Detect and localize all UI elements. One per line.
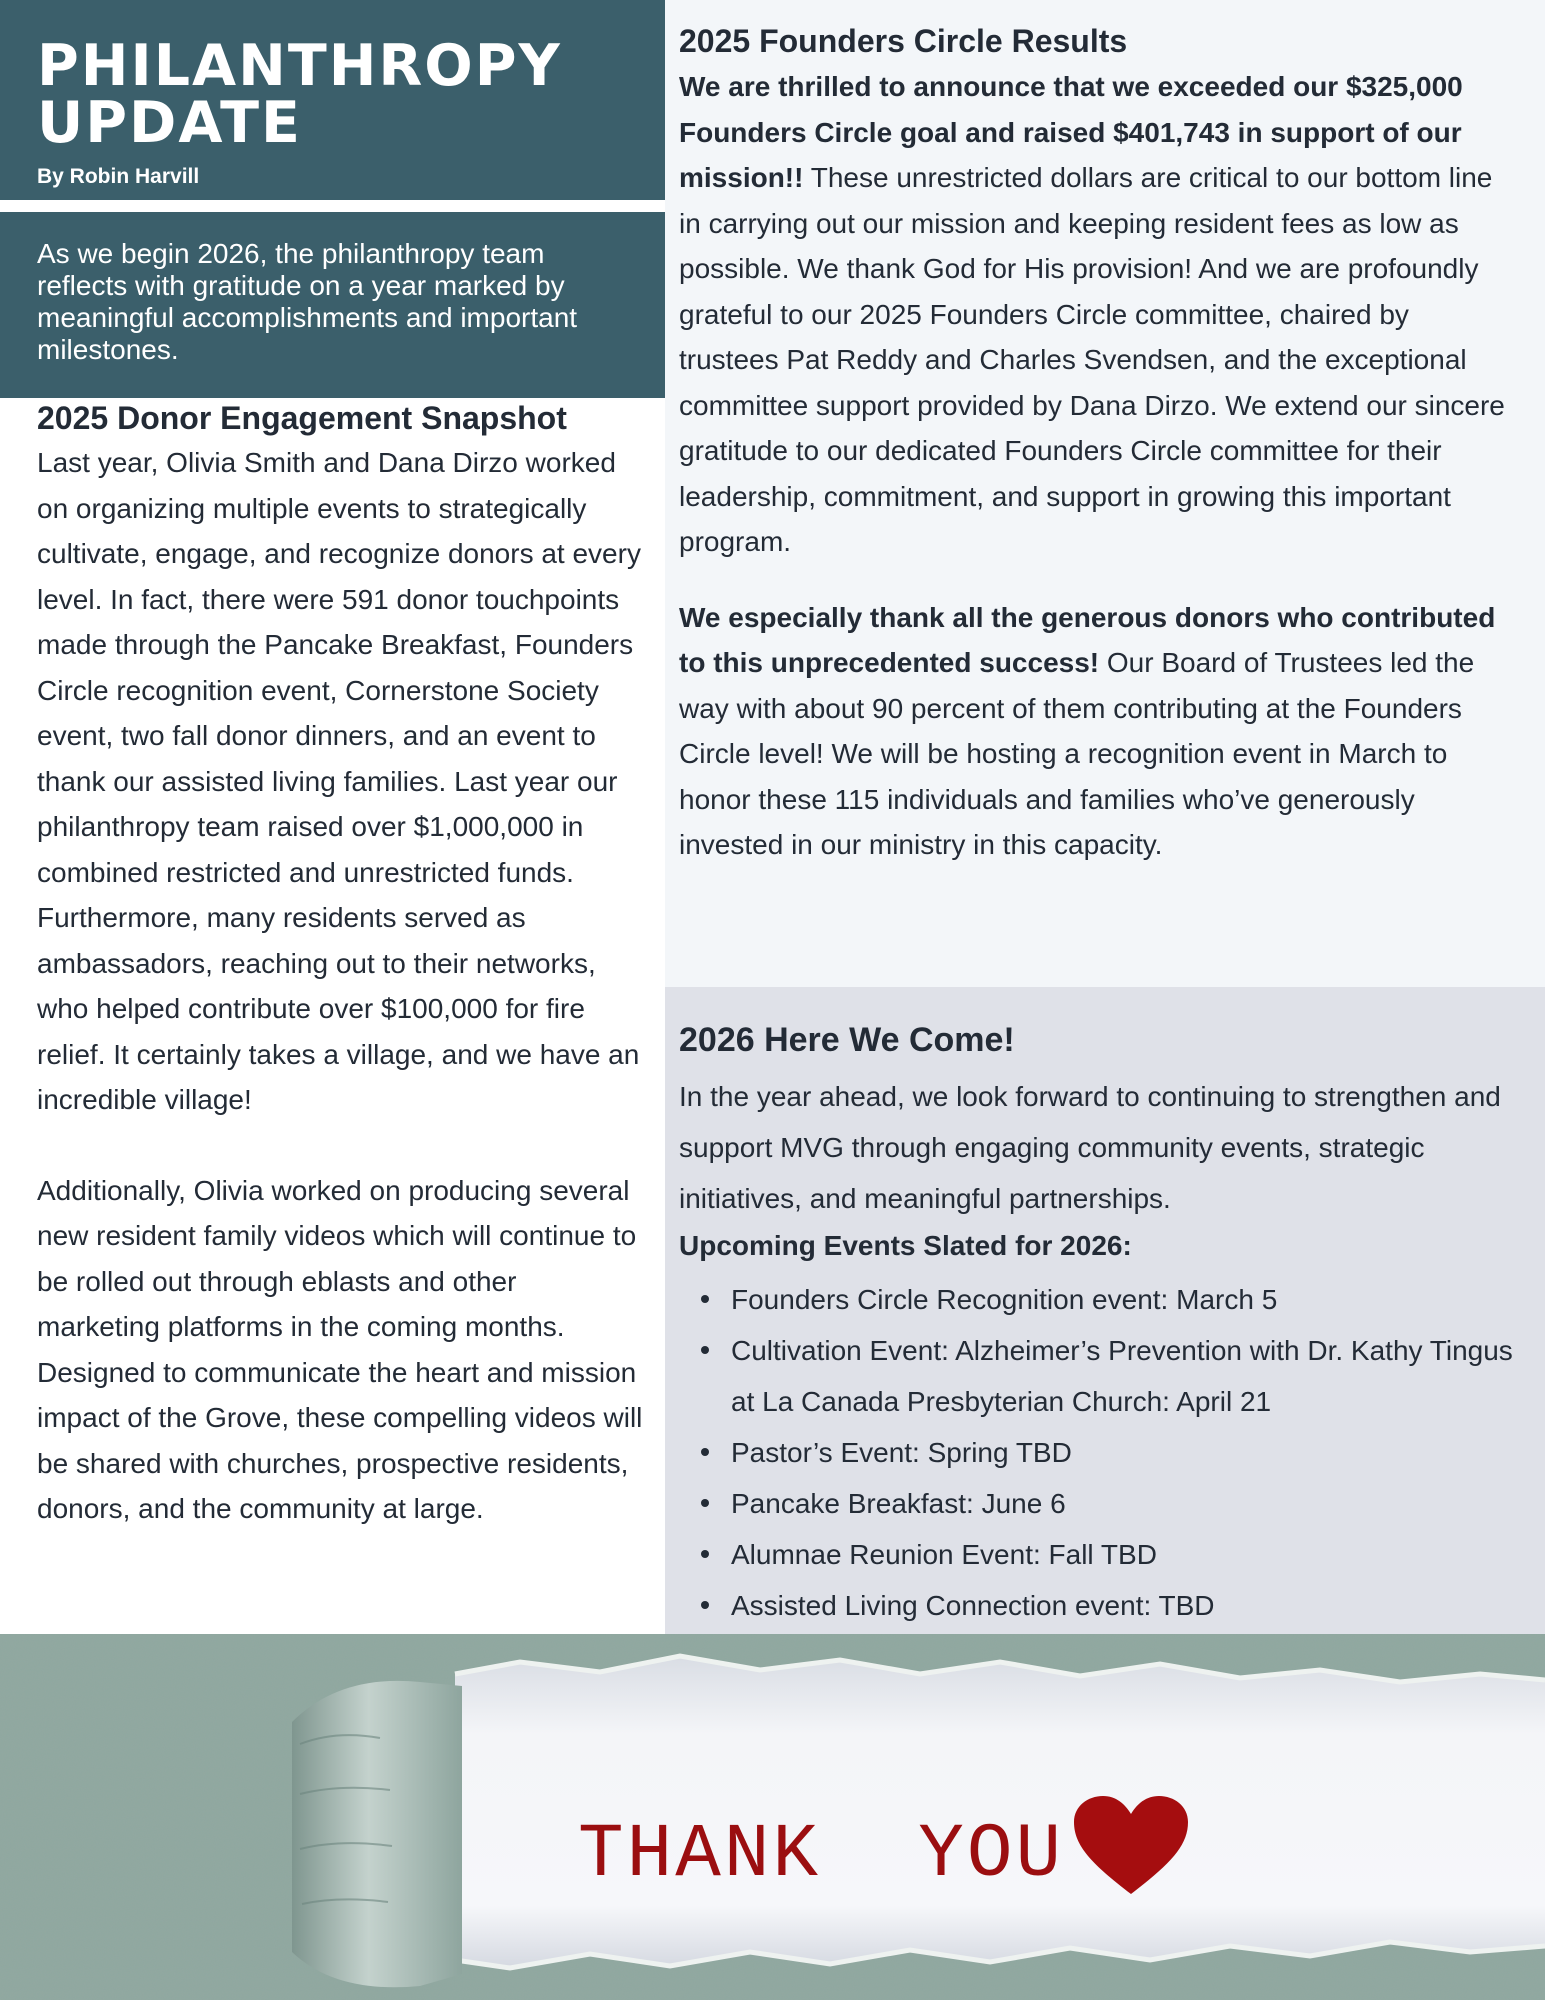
here-we-come-heading: 2026 Here We Come! [679,1021,1015,1059]
founders-circle-p2-text: Our Board of Trustees led the way with about 90 percent of them contributing at the Founders Circle level! We will be hosting a recognition event in March to honor these 115 individuals and families who’ve generously invested in our ministry in this capacity. [679,647,1475,860]
donor-snapshot-paragraph-2: Additionally, Olivia worked on producing several new resident family videos which will continue to be rolled out through eblasts and other marketing platforms in the coming months. Designed to communicate the heart and mission impact of the Grove, these compelling videos will be shared with churches, prospective residents, donors, and the community at large. [37,1174,643,1524]
upcoming-events-heading: Upcoming Events Slated for 2026: [679,1230,1132,1261]
donor-snapshot-section [37,396,647,1532]
bullet-icon [701,1295,709,1303]
donor-snapshot-heading: 2025 Donor Engagement Snapshot [37,400,567,436]
heart-icon [1072,1794,1190,1898]
list-item [679,1580,1515,1631]
page-title: PHILANTHROPY UPDATE [37,33,562,156]
paragraph-spacer [37,1123,647,1168]
here-we-come-paragraph: In the year ahead, we look forward to continuing to strengthen and support MVG through engaging community events, strategic initiatives, and meaningful partnerships. [679,1081,1501,1214]
bullet-icon [701,1499,709,1507]
founders-circle-paragraph-1 [679,64,1515,565]
here-we-come-section [665,987,1545,1634]
event-label: Pastor’s Event: Spring TBD [731,1437,1072,1468]
bullet-icon [701,1601,709,1609]
founders-circle-paragraph-2 [679,595,1515,868]
list-item [679,1274,1515,1325]
list-item [679,1478,1515,1529]
thank-you-banner [0,1634,1545,2000]
bullet-icon [701,1448,709,1456]
event-label: Founders Circle Recognition event: March 5 [731,1284,1278,1315]
header-box [0,0,665,200]
intro-box [0,212,665,398]
list-item [679,1427,1515,1478]
founders-circle-section [665,0,1545,987]
donor-snapshot-paragraph-1: Last year, Olivia Smith and Dana Dirzo worked on organizing multiple events to strategically cultivate, engage, and recognize donors at every level. In fact, there were 591 donor touchpoints made through the Pancake Breakfast, Founders Circle recognition event, Cornerstone Society event, two fall donor dinners, and an event to thank our assisted living families. Last year our philanthropy team raised over $1,000,000 in combined restricted and unrestricted funds. Furthermore, many residents served as ambassadors, reaching out to their networks, who helped contribute over $100,000 for fire relief. It certainly takes a village, and we have an incredible village! [37,447,641,1115]
founders-circle-heading: 2025 Founders Circle Results [679,23,1128,59]
event-list [679,1274,1515,1631]
event-label: Assisted Living Connection event: TBD [731,1590,1215,1621]
founders-circle-p1-bold: We are thrilled to announce that we exceeded our $325,000 Founders Circle goal and raised $401,743 in support of our mission!! [679,71,1463,193]
list-item [679,1325,1515,1427]
event-label: Alumnae Reunion Event: Fall TBD [731,1539,1157,1570]
intro-text: As we begin 2026, the philanthropy team reflects with gratitude on a year marked by meaningful accomplishments and important milestones. [37,238,578,365]
event-label: Cultivation Event: Alzheimer’s Prevention with Dr. Kathy Tingus at La Canada Presbyterian Church: April 21 [731,1335,1513,1417]
event-label: Pancake Breakfast: June 6 [731,1488,1066,1519]
thank-you-text: THANK YOU [578,1812,1065,1898]
bullet-icon [701,1550,709,1558]
founders-circle-p2-bold: We especially thank all the generous donors who contributed to this unprecedented success! [679,601,1496,678]
bullet-icon [701,1346,709,1354]
byline: By Robin Harvill [37,165,200,188]
list-item [679,1529,1515,1580]
paragraph-spacer [679,565,1515,595]
founders-circle-p1-text: These unrestricted dollars are critical to our bottom line in carrying out our mission and keeping resident fees as low as possible. We thank God for His provision! And we are profoundly grateful to our 2025 Founders Circle committee, chaired by trustees Pat Reddy and Charles Svendsen, and the exceptional committee support provided by Dana Dirzo. We extend our sincere gratitude to our dedicated Founders Circle committee for their leadership, commitment, and support in growing this important program. [679,162,1505,557]
